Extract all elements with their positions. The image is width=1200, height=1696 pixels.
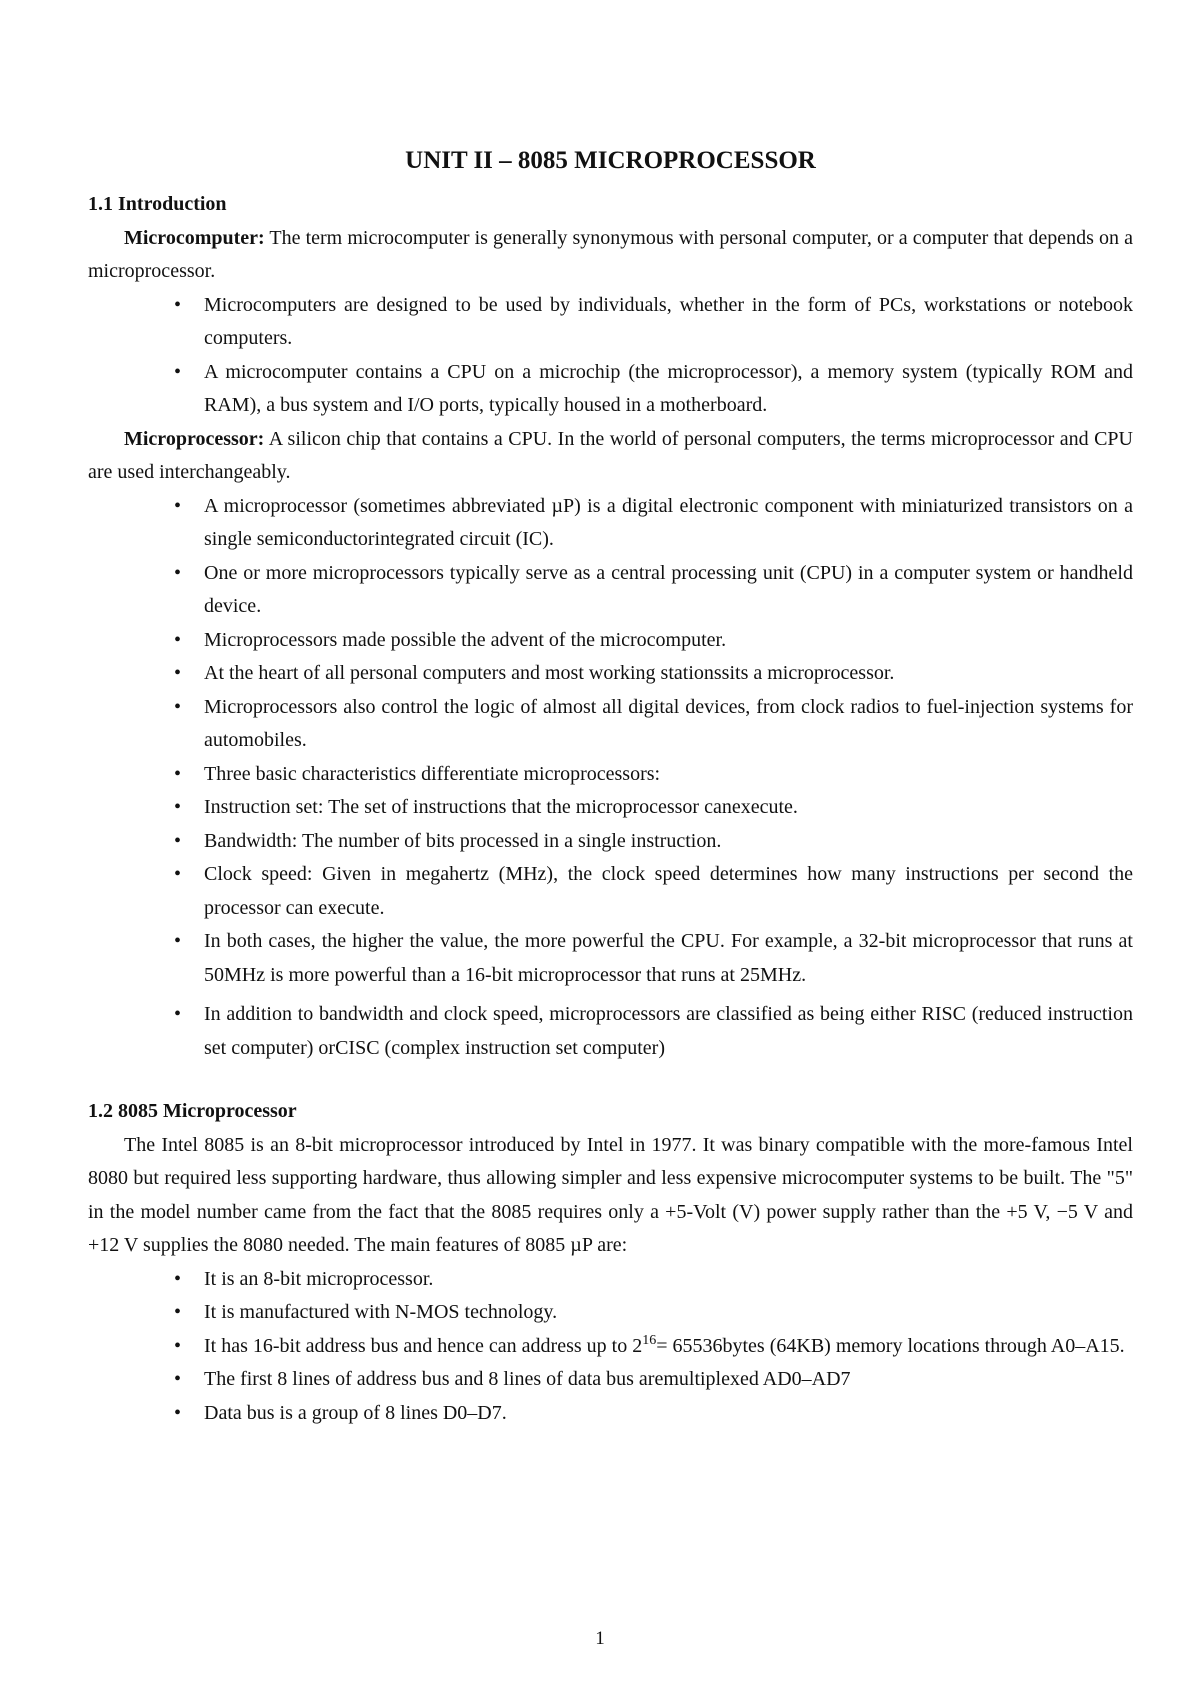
page-number: 1 [595,1628,605,1649]
exponent: 16 [642,1332,657,1348]
microcomputer-bullet-list [88,289,1133,423]
list-item: • Microcomputers are designed to be used by individuals, whether in the form of PCs, workstations or notebook computers. [204,289,1133,356]
microprocessor-term: Microprocessor: [124,427,265,450]
list-item: • One or more microprocessors typically serve as a central processing unit (CPU) in a computer system or handheld device. [204,557,1133,624]
list-item: • It is an 8-bit microprocessor. [204,1263,1133,1297]
list-item: • Data bus is a group of 8 lines D0–D7. [204,1397,1133,1431]
list-item: • In both cases, the higher the value, the more powerful the CPU. For example, a 32-bit microprocessor that runs at 50MHz is more powerful than a 16-bit microprocessor that runs at 25MHz. [204,925,1133,992]
list-item: • At the heart of all personal computers and most working stationssits a microprocessor. [204,657,1133,691]
section-8085-paragraph: The Intel 8085 is an 8-bit microprocessor introduced by Intel in 1977. It was binary compatible with the more-famous Intel 8080 but required less supporting hardware, thus allowing simpler and less expensive microcomputer systems to be built. The "5" in the model number came from the fact that the 8085 requires only a +5-Volt (V) power supply rather than the +5 V, −5 V and +12 V supplies the 8080 needed. The main features of 8085 µP are: [88,1133,1133,1256]
list-item: • Three basic characteristics differentiate microprocessors: [204,758,1133,792]
list-item: • Microprocessors also control the logic of almost all digital devices, from clock radios to fuel-injection systems for automobiles. [204,691,1133,758]
microcomputer-definition-text: The term microcomputer is generally synonymous with personal computer, or a computer that depends on a microprocessor. [88,226,1133,282]
list-item: • The first 8 lines of address bus and 8 lines of data bus aremultiplexed AD0–AD7 [204,1363,1133,1397]
list-item-address-bus [204,1330,1133,1364]
list-item: • Microprocessors made possible the advent of the microcomputer. [204,624,1133,658]
list-item: • It is manufactured with N-MOS technology. [204,1296,1133,1330]
microprocessor-definition-text: A silicon chip that contains a CPU. In the world of personal computers, the terms microprocessor and CPU are used interchangeably. [88,427,1133,483]
list-item: • Clock speed: Given in megahertz (MHz), the clock speed determines how many instructions per second the processor can execute. [204,858,1133,925]
microprocessor-definition [88,423,1133,490]
features-bullet-list [88,1263,1133,1431]
page-content [88,144,1133,1430]
spacer [88,1065,1133,1095]
list-item: • A microprocessor (sometimes abbreviated µP) is a digital electronic component with miniaturized transistors on a single semiconductorintegrated circuit (IC). [204,490,1133,557]
microcomputer-term: Microcomputer: [124,226,265,249]
section-heading-8085: 1.2 8085 Microprocessor [88,1100,297,1122]
list-item: • In addition to bandwidth and clock speed, microprocessors are classified as being either RISC (reduced instruction set computer) orCISC (complex instruction set computer) [204,998,1133,1065]
microprocessor-bullet-list [88,490,1133,993]
risc-cisc-bullet-list [88,998,1133,1065]
section-heading-introduction: 1.1 Introduction [88,193,227,215]
address-bus-text-post: = 65536bytes (64KB) memory locations through A0–A15. [656,1334,1125,1357]
microcomputer-definition [88,222,1133,289]
address-bus-text-pre: It has 16-bit address bus and hence can address up to 2 [204,1334,643,1357]
list-item: • Instruction set: The set of instructions that the microprocessor canexecute. [204,791,1133,825]
list-item: • A microcomputer contains a CPU on a microchip (the microprocessor), a memory system (typically ROM and RAM), a bus system and I/O ports, typically housed in a motherboard. [204,356,1133,423]
document-title: UNIT II – 8085 MICROPROCESSOR [405,147,816,174]
list-item: • Bandwidth: The number of bits processed in a single instruction. [204,825,1133,859]
